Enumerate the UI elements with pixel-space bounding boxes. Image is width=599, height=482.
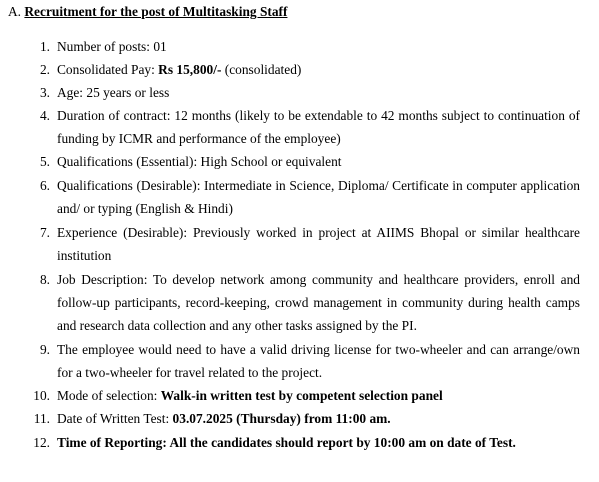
item-text: Qualifications (Essential): High School or equivalent	[57, 154, 342, 169]
item-number: 6.	[39, 178, 50, 193]
item-text: Experience (Desirable): Previously worked in project at AIIMS Bhopal or similar healthcare institution	[57, 225, 580, 263]
section-heading	[8, 3, 287, 21]
item-text-pre: Consolidated Pay:	[57, 62, 159, 77]
item-text: Age: 25 years or less	[57, 85, 170, 100]
item-number: 2.	[39, 62, 50, 77]
item-text-pre: Date of Written Test:	[57, 411, 173, 426]
item-text: Qualifications (Desirable): Intermediate in Science, Diploma/ Certificate in computer application and/ or typing (English & Hindi)	[57, 178, 580, 216]
item-number: 7.	[39, 225, 50, 240]
item-number: 12.	[33, 435, 50, 450]
item-number: 8.	[39, 272, 50, 287]
item-text-bold: Time of Reporting: All the candidates should report by 10:00 am on date of Test.	[57, 435, 516, 450]
item-number: 10.	[33, 388, 50, 403]
item-text: Number of posts: 01	[57, 39, 167, 54]
item-text-bold: 03.07.2025 (Thursday) from 11:00 am.	[172, 411, 391, 426]
item-text-pre: Mode of selection:	[57, 388, 161, 403]
item-text	[57, 384, 580, 407]
item-number: 1.	[39, 39, 50, 54]
item-text-bold: Walk-in written test by competent selection panel	[160, 388, 443, 403]
item-number: 11.	[33, 411, 50, 426]
item-number: 4.	[39, 108, 50, 123]
item-text: Duration of contract: 12 months (likely to be extendable to 42 months subject to continuation of funding by ICMR and performance of the employee)	[57, 108, 580, 146]
item-number: 3.	[39, 85, 50, 100]
item-number: 5.	[39, 154, 50, 169]
item-text	[57, 58, 580, 81]
section-letter: A.	[8, 4, 22, 19]
item-text-bold: Rs 15,800/-	[158, 62, 222, 77]
item-text: Job Description: To develop network among community and healthcare providers, enroll and follow-up participants, record-keeping, crowd management in community during health camps and research data collection and any other tasks assigned by the PI.	[57, 272, 580, 333]
item-number: 9.	[39, 342, 50, 357]
item-text: The employee would need to have a valid driving license for two-wheeler and can arrange/own for a two-wheeler for travel related to the project.	[57, 342, 580, 380]
item-text	[57, 431, 580, 454]
item-text	[57, 407, 580, 430]
item-text-post: (consolidated)	[221, 62, 302, 77]
section-title: Recruitment for the post of Multitasking Staff	[24, 4, 288, 19]
